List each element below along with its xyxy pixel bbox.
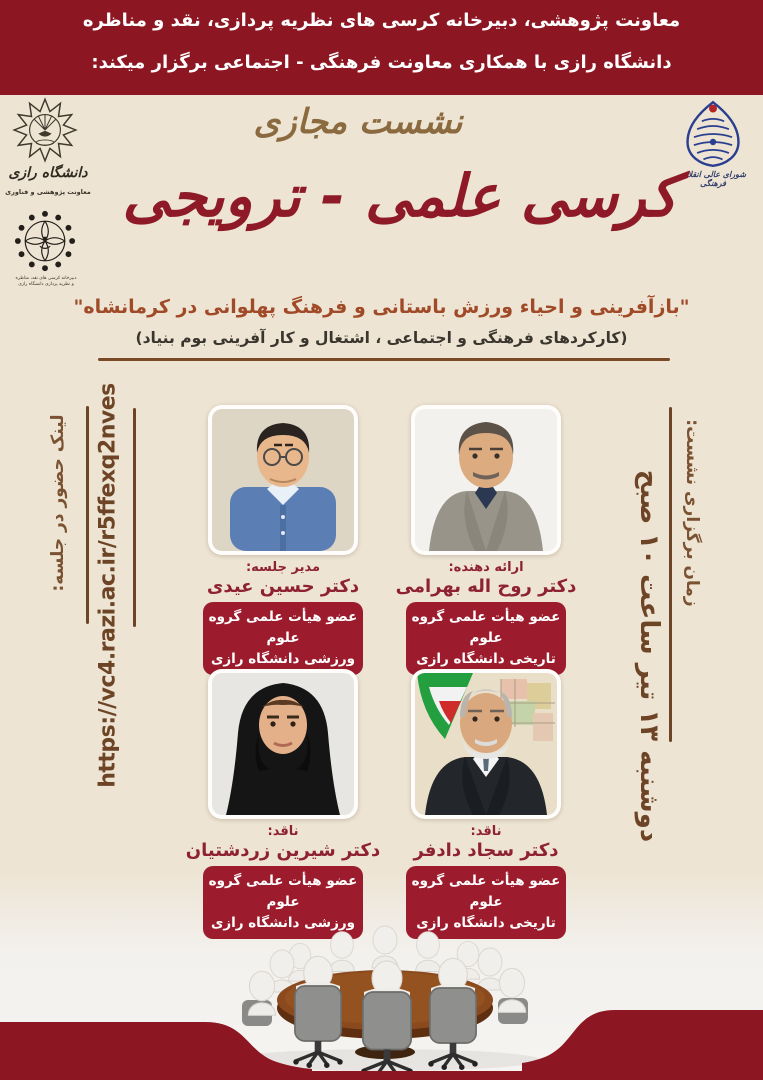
secretariat-logo-icon <box>12 208 78 274</box>
header-line-2: دانشگاه رازی با همکاری معاونت فرهنگی - اجتماعی برگزار میکند: <box>91 52 672 73</box>
participant-card-dadfar <box>406 669 566 939</box>
event-subtitle: "بازآفرینی و احیاء ورزش باستانی و فرهنگ پهلوانی در کرمانشاه" <box>73 296 690 318</box>
supreme-council-caption: شورای عالی انقلاب فرهنگی <box>680 170 746 188</box>
participant-card-eydi <box>203 405 363 675</box>
affiliation-line-2: تاریخی دانشگاه رازی <box>416 915 556 931</box>
participant-role: ناقد: <box>267 824 299 839</box>
participant-role: ناقد: <box>470 824 502 839</box>
participant-photo-eydi <box>212 409 354 551</box>
participant-role: مدیر جلسه: <box>245 560 321 575</box>
affiliation-line-1: عضو هیأت علمی گروه علوم <box>208 873 358 910</box>
meeting-link-label: لینک حضور در جلسه: <box>48 414 68 592</box>
event-kicker: نشست مجازی <box>253 102 463 142</box>
participant-card-zardoshtian <box>185 669 381 939</box>
affiliation-line-1: عضو هیأت علمی گروه علوم <box>411 609 561 646</box>
participant-photo-zardoshtian <box>212 673 354 815</box>
footer-curves <box>0 905 763 1080</box>
affiliation-line-2: ورزشی دانشگاه رازی <box>210 651 356 667</box>
meeting-time-value: دوشنبه ۱۳ تیر ساعت ۱۰ صبح <box>634 469 664 843</box>
participant-affiliation-badge <box>406 602 566 675</box>
header-line-1: معاونت پژوهشی، دبیرخانه کرسی های نظریه پردازی، نقد و مناظره <box>82 10 681 31</box>
razi-university-name: دانشگاه رازی <box>8 165 88 181</box>
participant-name: دکتر سجاد دادفر <box>413 840 559 861</box>
right-divider-line <box>669 407 672 742</box>
title-divider <box>98 358 670 361</box>
left-divider-line-inner <box>86 406 89 624</box>
event-subtitle-note: (کارکردهای فرهنگی و اجتماعی ، اشتغال و کار آفرینی بوم بنیاد) <box>135 329 628 347</box>
participant-affiliation-badge <box>203 602 363 675</box>
participant-photo-frame <box>411 669 561 819</box>
left-divider-line-outer <box>133 408 136 627</box>
meeting-link-url[interactable]: https://vc4.razi.ac.ir/r5ffexq2nves <box>95 383 121 788</box>
affiliation-line-1: عضو هیأت علمی گروه علوم <box>411 873 561 910</box>
participant-name: دکتر حسین عیدی <box>206 576 360 597</box>
participant-name: دکتر روح اله بهرامی <box>395 576 577 597</box>
participant-photo-frame <box>208 669 358 819</box>
participant-card-bahrami <box>395 405 577 675</box>
affiliation-line-1: عضو هیأت علمی گروه علوم <box>208 609 358 646</box>
header-band <box>0 0 763 95</box>
affiliation-line-2: ورزشی دانشگاه رازی <box>210 915 356 931</box>
participant-name: دکتر شیرین زردشتیان <box>185 840 381 861</box>
event-title: کرسی علمی - ترویجی <box>122 162 678 230</box>
participant-role: ارائه دهنده: <box>448 560 524 575</box>
secretariat-caption: دبیرخانه کرسی های نقد، مناظره و نظریه پردازی دانشگاه رازی <box>15 276 77 287</box>
participant-photo-frame <box>208 405 358 555</box>
participant-photo-dadfar <box>415 673 557 815</box>
affiliation-line-2: تاریخی دانشگاه رازی <box>416 651 556 667</box>
participant-photo-frame <box>411 405 561 555</box>
meeting-time-label: زمان برگزاری نشست: <box>682 419 702 607</box>
participant-photo-bahrami <box>415 409 557 551</box>
razi-university-subtitle: معاونت پژوهشی و فناوری <box>5 188 91 196</box>
razi-university-logo-icon <box>12 97 78 163</box>
supreme-council-logo-icon <box>681 99 745 169</box>
